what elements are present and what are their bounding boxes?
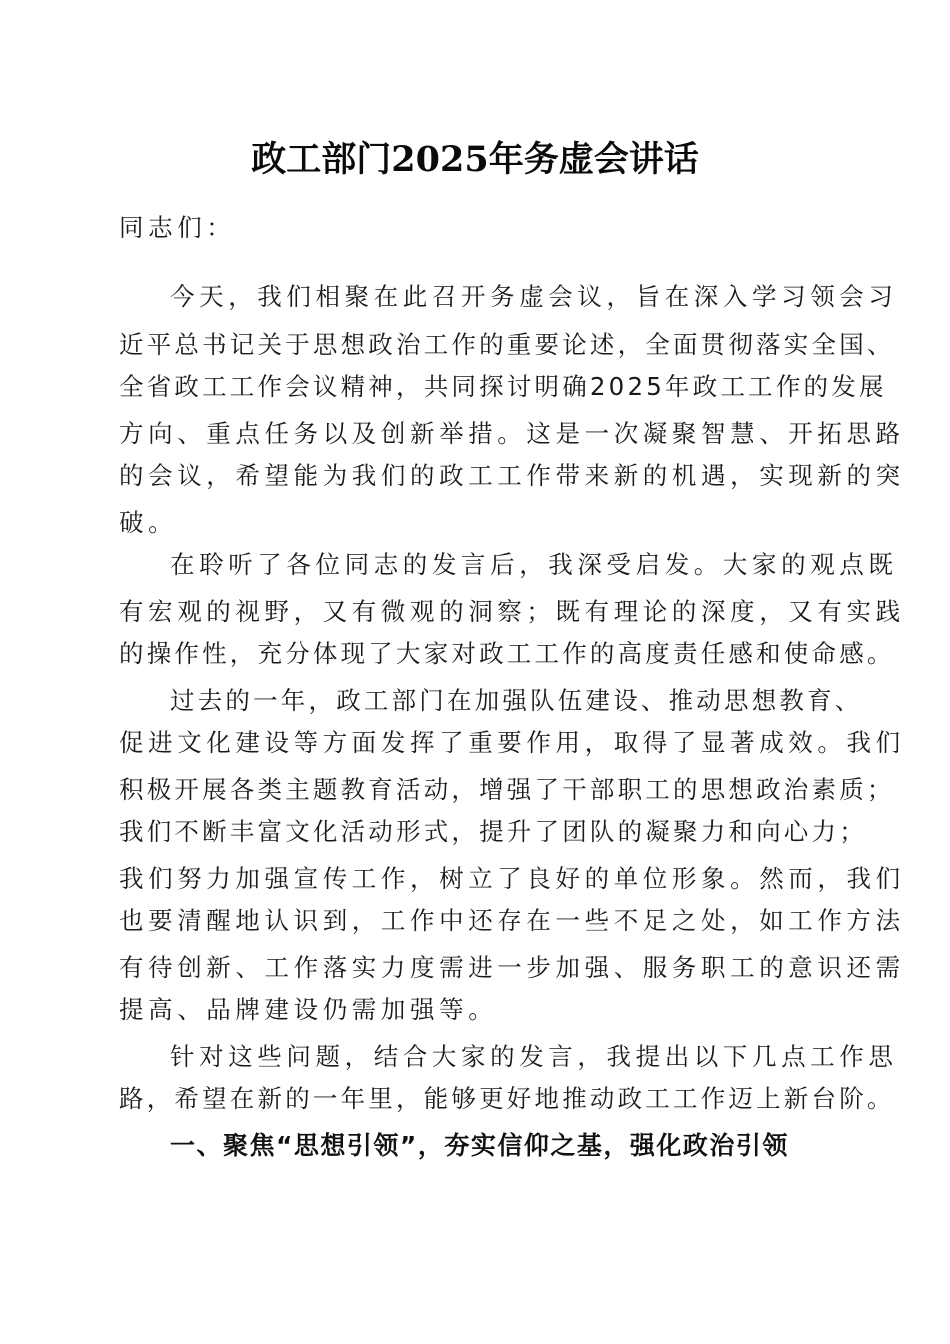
paragraph-3-line-3: 积极开展各类主题教育活动，增强了干部职工的思想政治素质； <box>119 775 895 804</box>
paragraph-3-line-6: 也要清醒地认识到，工作中还存在一些不足之处，如工作方法 <box>119 906 905 935</box>
salutation: 同志们： <box>119 213 236 242</box>
paragraph-3-line-5: 我们努力加强宣传工作，树立了良好的单位形象。然而，我们 <box>119 864 905 893</box>
paragraph-3-line-4: 我们不断丰富文化活动形式，提升了团队的凝聚力和向心力； <box>119 817 867 846</box>
section-heading-1: 一、聚焦“思想引领”，夯实信仰之基，强化政治引领 <box>170 1131 789 1160</box>
paragraph-1-line-5: 的会议，希望能为我们的政工工作带来新的机遇，实现新的突 <box>119 461 905 490</box>
paragraph-1-line-4: 方向、重点任务以及创新举措。这是一次凝聚智慧、开拓思路 <box>119 419 905 448</box>
paragraph-4-line-2: 路，希望在新的一年里，能够更好地推动政工工作迈上新台阶。 <box>119 1084 895 1113</box>
paragraph-1-line-6: 破。 <box>119 508 178 537</box>
paragraph-2-line-1: 在聆听了各位同志的发言后，我深受启发。大家的观点既 <box>170 550 898 579</box>
paragraph-3-line-7: 有待创新、工作落实力度需进一步加强、服务职工的意识还需 <box>119 953 905 982</box>
paragraph-1-line-1: 今天，我们相聚在此召开务虚会议，旨在深入学习领会习 <box>170 282 898 311</box>
paragraph-3-line-1: 过去的一年，政工部门在加强队伍建设、推动思想教育、 <box>170 686 863 715</box>
document-title: 政工部门2025年务虚会讲话 <box>251 139 699 180</box>
paragraph-1-line-2: 近平总书记关于思想政治工作的重要论述，全面贯彻落实全国、 <box>119 330 895 359</box>
paragraph-2-line-3: 的操作性，充分体现了大家对政工工作的高度责任感和使命感。 <box>119 639 895 668</box>
paragraph-3-line-2: 促进文化建设等方面发挥了重要作用，取得了显著成效。我们 <box>119 728 905 757</box>
paragraph-1-line-3: 全省政工工作会议精神，共同探讨明确2025年政工工作的发展 <box>119 372 887 401</box>
paragraph-3-line-8: 提高、品牌建设仍需加强等。 <box>119 995 498 1024</box>
paragraph-2-line-2: 有宏观的视野，又有微观的洞察；既有理论的深度，又有实践 <box>119 597 905 626</box>
paragraph-4-line-1: 针对这些问题，结合大家的发言，我提出以下几点工作思 <box>170 1042 898 1071</box>
